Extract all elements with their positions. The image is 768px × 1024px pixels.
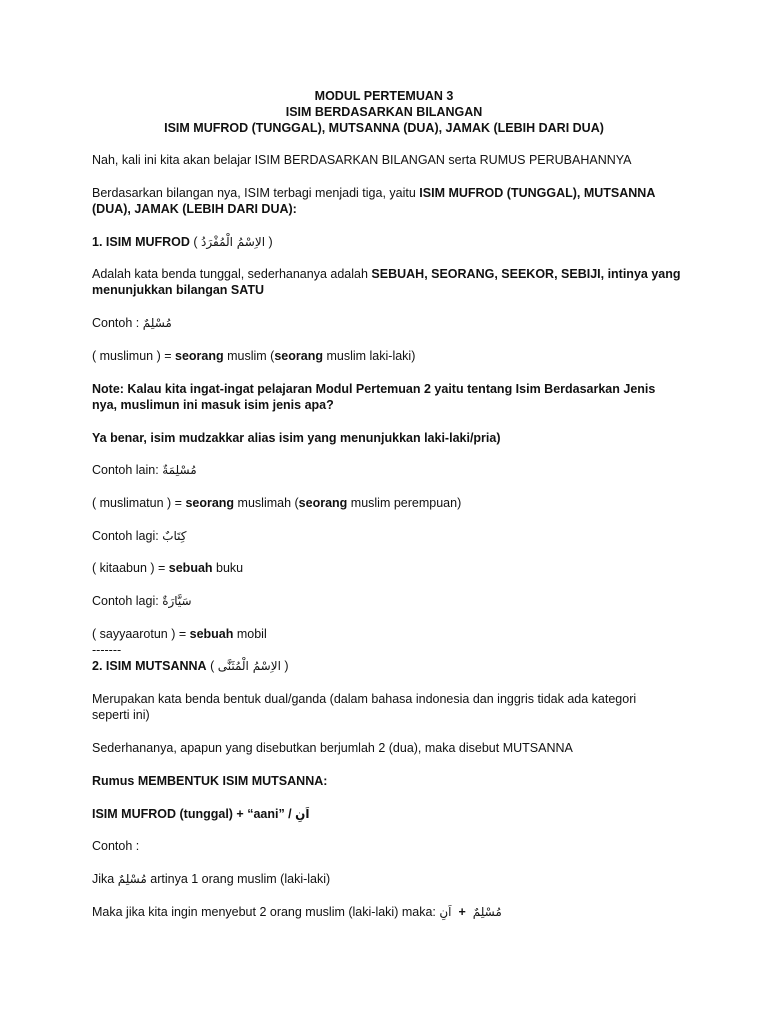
intro-paragraph: Nah, kali ini kita akan belajar ISIM BERDASARKAN BILANGAN serta RUMUS PERUBAHANNYA xyxy=(92,153,632,167)
example-4: Contoh lagi: سَيَّارَةٌ xyxy=(92,594,192,608)
arabic-suffix: اَنِ xyxy=(295,807,310,821)
example-3-meaning: ( kitaabun ) = sebuah buku xyxy=(92,561,244,575)
example-1-meaning: ( muslimun ) = seorang muslim (seorang muslim laki-laki) xyxy=(92,349,416,363)
note-line-1: Note: Kalau kita ingat-ingat pelajaran Modul Pertemuan 2 yaitu tentang Isim Berdasarkan Jenis xyxy=(92,382,656,396)
arabic-word: كِتَابٌ xyxy=(162,529,187,543)
example-1: Contoh : مُسْلِمٌ xyxy=(92,316,172,330)
contoh-label: Contoh : xyxy=(92,839,140,853)
answer-line: Ya benar, isim mudzakkar alias isim yang menunjukkan laki-laki/pria) xyxy=(92,431,501,445)
mutsanna-simple: Sederhananya, apapun yang disebutkan berjumlah 2 (dua), maka disebut MUTSANNA xyxy=(92,741,573,755)
mufrod-definition-2: menunjukkan bilangan SATU xyxy=(92,283,265,297)
arabic-word: مُسْلِمَةٌ xyxy=(162,463,197,477)
module-title: MODUL PERTEMUAN 3 xyxy=(314,89,454,103)
example-4-meaning: ( sayyaarotun ) = sebuah mobil xyxy=(92,627,267,641)
mufrod-definition-1: Adalah kata benda tunggal, sederhananya adalah SEBUAH, SEORANG, SEEKOR, SEBIJI, intinya yang xyxy=(92,267,681,281)
maka-line: Maka jika kita ingin menyebut 2 orang muslim (laki-laki) maka: اَنِ + مُسْلِمٌ xyxy=(92,905,502,919)
example-2-meaning: ( muslimatun ) = seorang muslimah (seorang muslim perempuan) xyxy=(92,496,462,510)
arabic-word: مُسْلِمٌ xyxy=(472,905,502,919)
arabic-word: سَيَّارَةٌ xyxy=(162,594,192,608)
arabic-suffix: اَنِ xyxy=(439,905,452,919)
arabic-term: الاِسْمُ الْمُفْرَدُ xyxy=(201,235,266,249)
example-3: Contoh lagi: كِتَابٌ xyxy=(92,529,187,543)
rumus-formula: ISIM MUFROD (tunggal) + “aani” / اَنِ xyxy=(92,807,310,821)
jika-line: Jika مُسْلِمٌ artinya 1 orang muslim (laki-laki) xyxy=(92,872,331,886)
module-topic: ISIM MUFROD (TUNGGAL), MUTSANNA (DUA), JAMAK (LEBIH DARI DUA) xyxy=(164,121,604,135)
note-line-2: nya, muslimun ini masuk isim jenis apa? xyxy=(92,398,334,412)
arabic-word: مُسْلِمٌ xyxy=(117,872,147,886)
division-line-1: Berdasarkan bilangan nya, ISIM terbagi menjadi tiga, yaitu ISIM MUFROD (TUNGGAL), MUTSANNA xyxy=(92,186,656,200)
divider-dashes: ------- xyxy=(92,643,122,657)
example-2: Contoh lain: مُسْلِمَةٌ xyxy=(92,463,197,477)
arabic-term: الاِسْمُ الْمُثَنَّى xyxy=(217,659,281,673)
arabic-word: مُسْلِمٌ xyxy=(142,316,172,330)
rumus-title: Rumus MEMBENTUK ISIM MUTSANNA: xyxy=(92,774,328,788)
mutsanna-definition-2: seperti ini) xyxy=(92,708,150,722)
module-subtitle: ISIM BERDASARKAN BILANGAN xyxy=(285,105,483,119)
mutsanna-heading: 2. ISIM MUTSANNA ( الاِسْمُ الْمُثَنَّى ) xyxy=(92,659,289,673)
mutsanna-definition-1: Merupakan kata benda bentuk dual/ganda (dalam bahasa indonesia dan inggris tidak ada kategori xyxy=(92,692,637,706)
mufrod-heading: 1. ISIM MUFROD ( الاِسْمُ الْمُفْرَدُ ) xyxy=(92,235,273,249)
division-line-2: (DUA), JAMAK (LEBIH DARI DUA): xyxy=(92,202,297,216)
